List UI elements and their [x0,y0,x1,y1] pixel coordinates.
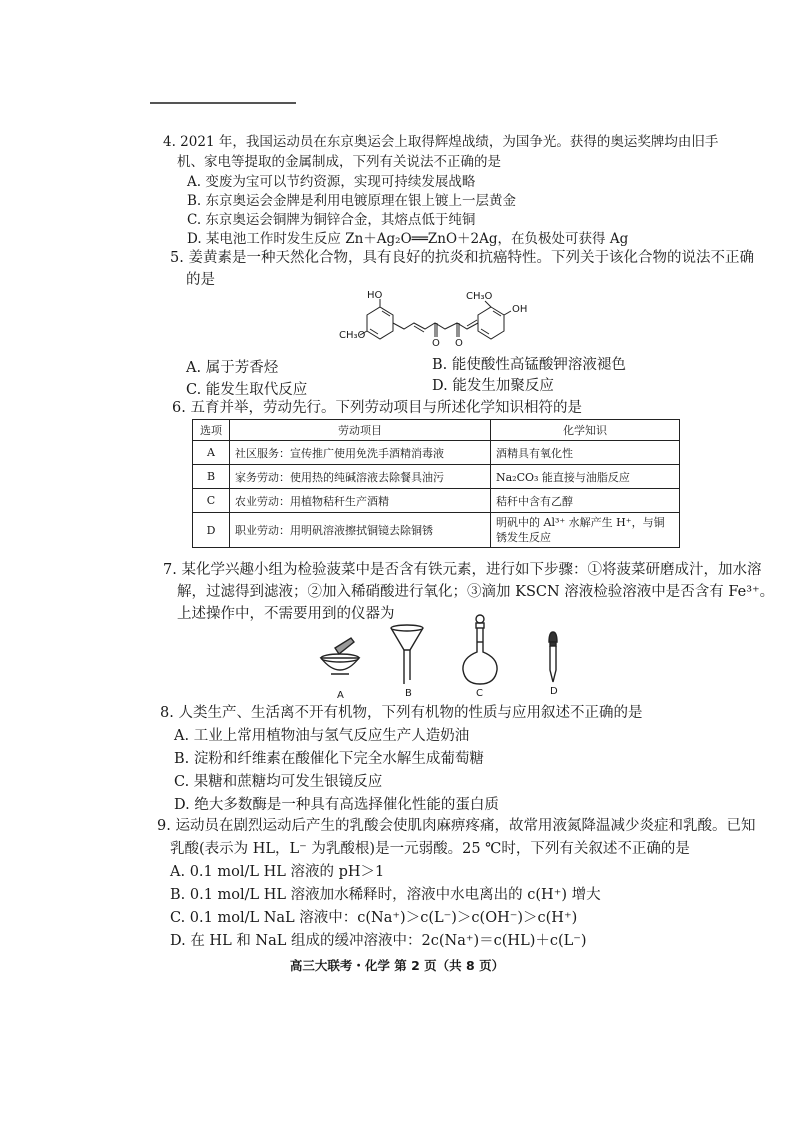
table-cell: 秸秆中含有乙醇 [491,489,680,513]
table-header-row [193,420,680,441]
page-footer: 高三大联考・化学 第 2 页（共 8 页） [289,958,505,973]
table-cell: 家务劳动：使用热的纯碱溶液去除餐具油污 [230,465,491,489]
q7-stem-line1: 7. 某化学兴趣小组为检验菠菜中是否含有铁元素，进行如下步骤：①将菠菜研磨成汁，加水溶 [163,562,762,578]
table-row [193,513,680,548]
table-cell: A [193,441,230,465]
struct-ho-left: HO [367,290,383,301]
apparatus-label-b: B [405,688,412,699]
q4-option-d: D. 某电池工作时发生反应 Zn＋Ag₂O══ZnO＋2Ag，在负极处可获得 Ag [187,231,629,247]
table-cell: D [193,513,230,548]
struct-oh-right: OH [512,304,528,315]
struct-o-right: O [455,338,463,349]
q5-stem-line1: 5. 姜黄素是一种天然化合物，具有良好的抗炎和抗癌特性。下列关于该化合物的说法不正确 [170,250,754,266]
q5-stem-line2: 的是 [186,272,215,288]
table-row [193,465,680,489]
table-cell: 社区服务：宣传推广使用免洗手酒精消毒液 [230,441,491,465]
table-header: 劳动项目 [230,420,491,441]
table-cell: 职业劳动：用明矾溶液擦拭铜镜去除铜锈 [230,513,491,548]
q9-option-a: A. 0.1 mol/L HL 溶液的 pH＞1 [170,864,385,880]
q7-stem-line3: 上述操作中，不需要用到的仪器为 [177,606,395,622]
q8-stem: 8. 人类生产、生活离不开有机物，下列有机物的性质与应用叙述不正确的是 [160,705,643,721]
table-cell: 明矾中的 Al³⁺ 水解产生 H⁺，与铜锈发生反应 [491,513,680,548]
struct-ch3o-right: CH₃O [466,291,493,302]
q5-option-a: A. 属于芳香烃 [186,360,279,376]
q9-stem-line2: 乳酸(表示为 HL，L⁻ 为乳酸根)是一元弱酸。25 ℃时，下列有关叙述不正确的是 [170,841,690,857]
q4-stem-line2: 机、家电等提取的金属制成，下列有关说法不正确的是 [177,154,501,170]
q5-option-d: D. 能发生加聚反应 [432,378,554,394]
q6-table [192,419,680,548]
q9-option-c: C. 0.1 mol/L NaL 溶液中：c(Na⁺)＞c(L⁻)＞c(OH⁻)＞c(H⁺) [170,910,578,926]
table-cell: 酒精具有氧化性 [491,441,680,465]
apparatus-label-c: C [476,688,483,699]
q8-option-a: A. 工业上常用植物油与氢气反应生产人造奶油 [174,728,470,744]
header-rule [150,102,296,104]
table-cell: Na₂CO₃ 能直接与油脂反应 [491,465,680,489]
q4-option-b: B. 东京奥运会金牌是利用电镀原理在银上镀上一层黄金 [187,193,517,209]
q8-option-b: B. 淀粉和纤维素在酸催化下完全水解生成葡萄糖 [174,751,484,767]
q4-option-a: A. 变废为宝可以节约资源，实现可持续发展战略 [187,174,476,190]
dropper-icon [545,630,561,684]
q4-option-c: C. 东京奥运会铜牌为铜锌合金，其熔点低于纯铜 [187,212,476,228]
q8-option-c: C. 果糖和蔗糖均可发生银镜反应 [174,774,383,790]
struct-ch3o-left: CH₃O [339,330,366,341]
q5-option-c: C. 能发生取代反应 [186,382,308,398]
table-row [193,489,680,513]
apparatus-label-d: D [550,686,558,697]
table-row [193,441,680,465]
mortar-pestle-icon [317,636,363,682]
table-header: 选项 [193,420,230,441]
q5-option-b: B. 能使酸性高锰酸钾溶液褪色 [432,357,626,373]
q9-option-d: D. 在 HL 和 NaL 组成的缓冲溶液中：2c(Na⁺)＝c(HL)＋c(L⁻) [170,933,587,949]
table-cell: 农业劳动：用植物秸秆生产酒精 [230,489,491,513]
volumetric-flask-icon [460,614,500,686]
struct-o-left: O [432,338,440,349]
q6-stem: 6. 五育并举，劳动先行。下列劳动项目与所述化学知识相符的是 [172,400,582,416]
q9-stem-line1: 9. 运动员在剧烈运动后产生的乳酸会使肌肉麻痹疼痛，故常用液氮降温减少炎症和乳酸。已知 [157,818,756,834]
q4-stem-line1: 4. 2021 年，我国运动员在东京奥运会上取得辉煌战绩，为国争光。获得的奥运奖牌均由旧手 [163,134,719,150]
table-header: 化学知识 [491,420,680,441]
table-cell: C [193,489,230,513]
table-cell: B [193,465,230,489]
funnel-icon [389,624,425,686]
apparatus-label-a: A [337,690,344,701]
q8-option-d: D. 绝大多数酶是一种具有高选择催化性能的蛋白质 [174,797,499,813]
q9-option-b: B. 0.1 mol/L HL 溶液加水稀释时，溶液中水电离出的 c(H⁺) 增大 [170,887,601,903]
q7-stem-line2: 解，过滤得到滤液；②加入稀硝酸进行氧化；③滴加 KSCN 溶液检验溶液中是否含有 Fe³⁺。 [177,584,775,600]
